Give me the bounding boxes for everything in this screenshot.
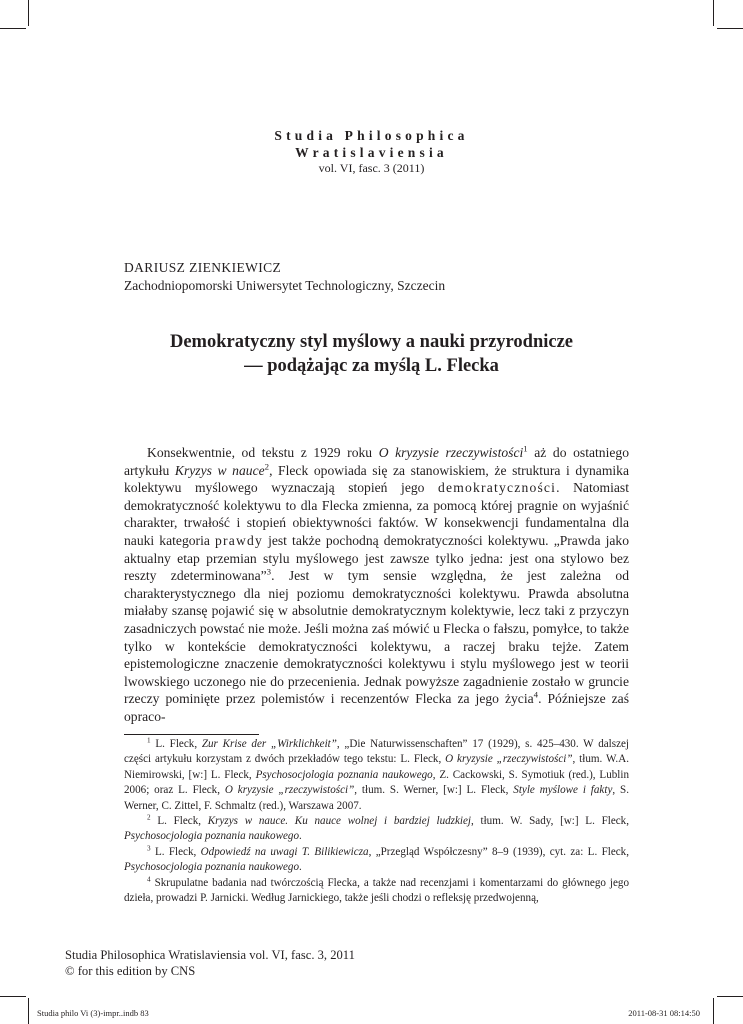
page-footer: [65, 947, 355, 979]
author-name: DARIUSZ ZIENKIEWICZ: [124, 260, 282, 275]
author-affiliation: Zachodniopomorski Uniwersytet Technologiczny, Szczecin: [124, 278, 446, 293]
print-slug-file: Studia philo Vi (3)-impr..indb 83: [37, 1008, 149, 1018]
footnote-1: $^1$ L. Fleck, Zur Krise der „Wirklichkeit”, „Die Naturwissenschaften” 17 (1929), s. 425–430. W dalszej części artykułu korzystam z dwóch przekładów tego tekstu: L. Fleck, O kryzysie „rzeczywistości”, tłum. W.A. Niemirowski, [w:] L. Fleck, Psychosocjologia poznania naukowego, Z. Cackowski, S. Symotiuk (red.), Lublin 2006; oraz L. Fleck, O kryzysie „rzeczywistości”, tłum. S. Werner, [w:] L. Fleck, Style myślowe i fakty, S. Werner, C. Zittel, F. Schmaltz (red.), Warszawa 2007.: [124, 736, 630, 812]
body-text: . Natomiast demokratyczność kolektywu to dla Flecka zmienna, za pomocą której pragnie on wyjaśnić charakter, trwałość i stopień obiektywności faktów. W konsekwencji fundamentalna dla nauki kategoria: [124, 480, 629, 548]
crop-mark: [717, 996, 743, 997]
body-text: , Fleck opowiada się za stanowiskiem, że struktura i dynamika kolektywu myślowego wyznaczają stopień jego: [124, 462, 629, 496]
footnote-number: 1: [147, 736, 151, 745]
footnote-ref[interactable]: 3: [266, 566, 272, 577]
title-line1: Demokratyczny styl myślowy a nauki przyrodnicze: [169, 332, 574, 352]
footer-journal: Studia Philosophica Wratislaviensia vol. VI, fasc. 3, 2011: [65, 948, 355, 962]
journal-name-line1: Studia Philosophica: [274, 128, 469, 143]
print-slug-datetime: 2011-08-31 08:14:50: [628, 1008, 700, 1018]
title-line2: — podążając za myślą L. Flecka: [244, 356, 499, 376]
footnote-number: 3: [147, 844, 151, 853]
body-text: aż do ostatniego artykułu: [124, 445, 629, 478]
body-text: Konsekwentnie, od tekstu z 1929 roku: [147, 445, 373, 460]
journal-name-line2: Wratislaviensia: [295, 145, 448, 160]
body-spaced-emphasis: demokratyczności: [438, 480, 557, 496]
body-spaced-emphasis: prawdy: [215, 532, 263, 548]
footnote-ref[interactable]: 1: [523, 443, 528, 454]
crop-mark: [713, 998, 714, 1024]
footnotes: [124, 737, 629, 906]
article-body: [124, 444, 629, 726]
footnote-3: $^3$ L. Fleck, Odpowiedź na uwagi T. Bilikiewicza, „Przegląd Współczesny” 8–9 (1939), cyt. za: L. Fleck, Psychosocjologia poznania naukowego.: [124, 844, 629, 874]
footnote-rule: [124, 734, 259, 735]
crop-mark: [28, 998, 29, 1024]
body-text: . Jest w tym sensie względna, że jest zależna od charakterystycznego dla niej poziomu demokratyczności kolektywu. Prawda absolutna miałaby szansę pojawić się w absolutnie demokratycznym kolektywie, lecz taki z przyczyn zasadniczych powstać nie może. Jeśli można zaś mówić u Flecka o fałszu, pomyłce, to także tylko w kontekście demokratyczności kolektywu, a raczej braku tejże. Zatem epistemologiczne znaczenie demokratyczności kolektywu i stylu myślowego jest w teorii lwowskiego uczonego nie do przecenienia. Jednak powyższe zagadnienie zostało w gruncie rzeczy pominięte przez polemistów i recenzentów Flecka za jego życia: [124, 568, 629, 707]
footnote-number: 2: [147, 813, 151, 822]
author-block: [124, 259, 445, 295]
body-italic: O kryzysie rzeczywistości: [378, 445, 524, 460]
journal-volume: vol. VI, fasc. 3 (2011): [318, 161, 425, 175]
article-title: [0, 330, 743, 378]
crop-mark: [717, 28, 743, 29]
crop-mark: [0, 996, 26, 997]
footnote-number: 4: [147, 874, 151, 883]
footnote-2: $^2$ L. Fleck, Kryzys w nauce. Ku nauce wolnej i bardziej ludzkiej, tłum. W. Sady, [w:] L. Fleck, Psychosocjologia poznania naukowego.: [124, 813, 629, 843]
footnote-ref[interactable]: 2: [264, 461, 270, 472]
body-italic: Kryzys w nauce: [174, 462, 265, 478]
crop-mark: [28, 0, 29, 26]
journal-header: [0, 127, 743, 175]
body-text: jest także pochodną demokratyczności kolektywu. „Prawda jako aktualny etap przemian stylu myślowego jest zawsze tylko jedna: jest ona stylowo bez reszty zdeterminowana”: [124, 532, 630, 584]
footnote-4: $^4$ Skrupulatne badania nad twórczością Flecka, a także nad recenzjami i komentarzami do głównego jego dzieła, prowadzi P. Jarnicki. Według Jarnickiego, także jeśli chodzi o refleksję przedwojenną,: [124, 874, 629, 905]
footnote-ref[interactable]: 4: [533, 689, 539, 700]
body-text: . Późniejsze zaś opraco-: [124, 691, 629, 724]
crop-mark: [713, 0, 714, 26]
body-paragraph: [124, 444, 629, 726]
footer-copyright: © for this edition by CNS: [65, 964, 196, 978]
crop-mark: [0, 28, 26, 29]
